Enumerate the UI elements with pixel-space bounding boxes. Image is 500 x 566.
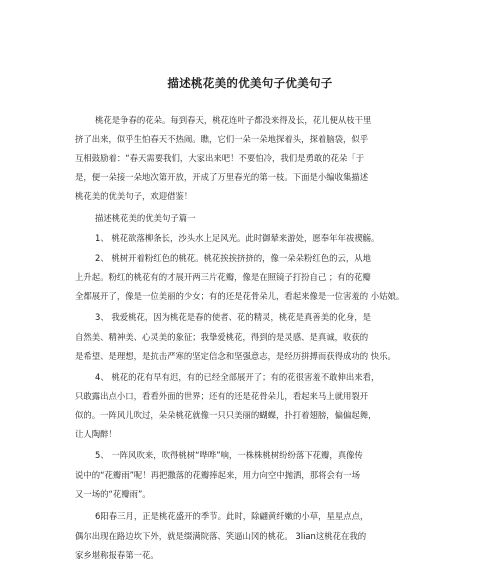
section-heading: 描述桃花美的优美句子篇一 — [95, 213, 196, 223]
paragraph-line: 桃花是争春的花朵。每到春天，桃花连叶子都没来得及长，花儿便从枝干里 — [95, 115, 372, 125]
paragraph-line: 说中的“花瓣雨”呢！再把撒落的花瓣捧起来，用力向空中抛洒，那将会有一场 — [75, 470, 361, 480]
paragraph-line: 家乡堪称报春第一花。 — [75, 550, 159, 560]
paragraph-line: 让人陶醉！ — [75, 429, 117, 439]
paragraph-line: 又一场的“花瓣雨”。 — [75, 489, 151, 499]
document-title: 描述桃花美的优美句子优美句子 — [167, 76, 333, 90]
paragraph-line: 似的。一阵风儿吹过，朵朵桃花就像一只只美丽的蝴蝶，扑打着翅膀，偏偏起舞， — [75, 410, 377, 420]
paragraph-line: 互相鼓励着：“春天需要我们，大家出来吧！不要怕冷，我们是勇敢的花朵「于 — [75, 153, 365, 163]
paragraph-line: 1、 桃花欲落柳条长，沙头水上足风光。此时御辇来游处，愿奉年年祓禊觞。 — [95, 233, 380, 243]
paragraph-line: 2、 桃树开着粉红色的桃花。桃花挨挨挤挤的，像一朵朵粉红色的云，从地 — [95, 253, 371, 263]
paragraph-line: 只敢露出点小口，看看外面的世界；还有的还是花骨朵儿，看起来马上就用裂开 — [75, 391, 369, 401]
paragraph-line: 全都展开了，像是一位美丽的少女；有的还是花骨朵儿，看起来像是一位害羞的 小姑娘。 — [75, 291, 405, 301]
paragraph-line: 桃花美的优美句子，欢迎借鉴！ — [75, 191, 193, 201]
paragraph-line: 挤了出来，似乎生怕春天不热闹。瞧，它们一朵一朵地探着头，探着脑袋，似乎 — [75, 134, 369, 144]
paragraph-line: 6阳春三月，正是桃花盛开的季节。此时，除翩黄纤嫩的小草，星星点点， — [95, 511, 369, 521]
paragraph-line: 5、 一阵风吹来，吹得桃树“哗哗”响，一株株桃树纷纷落下花瓣，真像传 — [95, 450, 363, 460]
paragraph-line: 是希望、是理想，是抗击严寒的坚定信念和坚强意志，是经历拼搏而获得成功的 快乐。 — [75, 351, 396, 361]
paragraph-line: 上升起。粉红的桃花有的才展开两三片花瓣，像是在照镜子打扮自己 ；有的花瓣 — [75, 272, 371, 282]
paragraph-line: 偶尔出现在路边坎下外，就是缀满院落、笑逼山冈的桃花。 3lian这桃花在我的 — [75, 531, 367, 541]
paragraph-line: 4、 桃花的花有早有迟，有的已经全部展开了；有的花很害羞不敢伸出来看， — [95, 372, 380, 382]
paragraph-line: 自然美、精神美、心灵美的象征；我挚爱桃花，得到的是灵感、是真诚，收获的 — [75, 332, 369, 342]
paragraph-line: 是，便一朵接一朵地次第开放，开成了万里春光的第一枝。下面是小编收集描述 — [75, 172, 369, 182]
paragraph-line: 3、 我爱桃花，因为桃花是春的使者、花的精灵，桃花是真善美的化身，是 — [95, 312, 371, 322]
